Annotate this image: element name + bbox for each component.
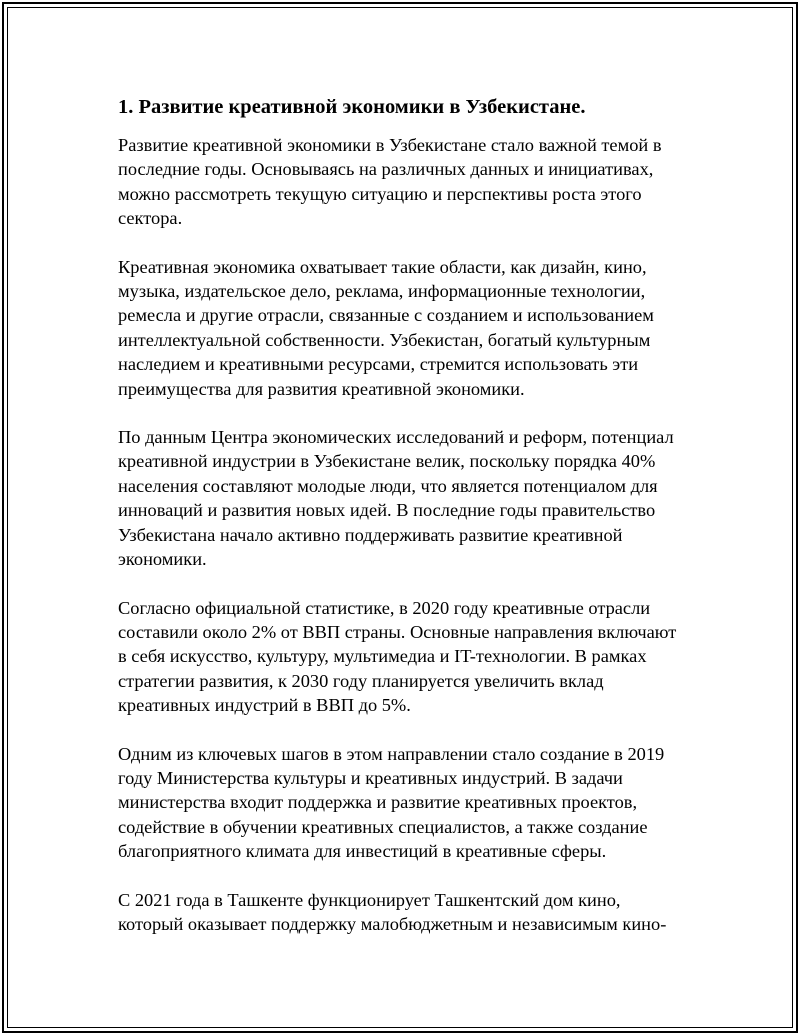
document-body xyxy=(118,93,693,960)
paragraph-intro: Развитие креативной экономики в Узбекистане стало важной темой в последние годы. Основываясь на различных данных и инициативах, можно рассмотреть текущую ситуацию и перспективы роста этого сектора. xyxy=(118,135,662,229)
paragraph-statistics: Согласно официальной статистике, в 2020 году креативные отрасли составили около 2% от ВВП страны. Основные направления включают в себя искусство, культуру, мультимедиа и IT-технологии. В рамках стратегии развития, к 2030 году планируется увеличить вклад креативных индустрий в ВВП до 5%. xyxy=(118,597,677,716)
paragraph-potential: По данным Центра экономических исследований и реформ, потенциал креативной индустрии в Узбекистане велик, поскольку порядка 40% населения составляют молодые люди, что является потенциалом для инноваций и развития новых идей. В последние годы правительство Узбекистана начало активно поддерживать развитие креативной экономики. xyxy=(118,427,674,570)
paragraph-scope: Креативная экономика охватывает такие области, как дизайн, кино, музыка, издательское дело, реклама, информационные технологии, ремесла и другие отрасли, связанные с созданием и использованием интеллектуальной собственности. Узбекистан, богатый культурным наследием и креативными ресурсами, стремится использовать эти преимущества для развития креативной экономики. xyxy=(118,256,654,399)
paragraph-film-house: С 2021 года в Ташкенте функционирует Ташкентский дом кино, который оказывает поддержку малобюджетным и независимым кино- xyxy=(118,889,667,934)
paragraph-ministry: Одним из ключевых шагов в этом направлении стало создание в 2019 году Министерства культуры и креативных индустрий. В задачи министерства входит поддержка и развитие креативных проектов, содействие в обучении креативных специалистов, а также создание благоприятного климата для инвестиций в креативные сферы. xyxy=(118,743,665,862)
section-heading: 1. Развитие креативной экономики в Узбекистане. xyxy=(118,96,586,118)
